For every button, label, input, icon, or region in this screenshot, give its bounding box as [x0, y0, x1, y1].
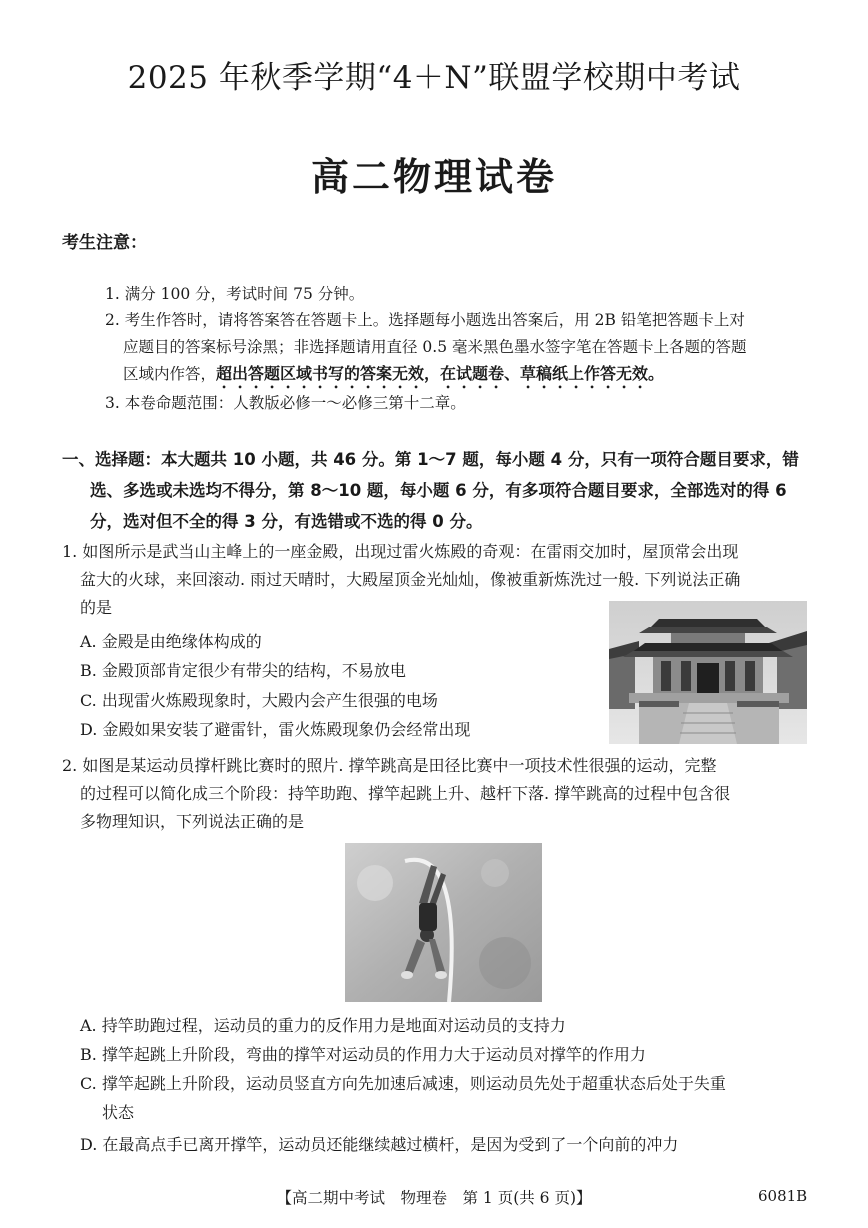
section-1-line-2: 选、多选或未选均不得分，第 8～10 题，每小题 6 分，有多项符合题目要求，全部选对的得 6: [90, 481, 787, 500]
notice-heading: 考生注意：: [62, 233, 147, 253]
notice-item-2-line-2: 应题目的答案标号涂黑；非选择题请用直径 0.5 毫米黑色墨水签字笔在答题卡上各题的答题: [123, 338, 747, 356]
page-footer: 【高二期中考试 物理卷 第 1 页(共 6 页)】: [276, 1189, 592, 1207]
q2-stem-line-2: 的过程可以简化成三个阶段：持竿助跑、撑竿起跳上升、越杆下落. 撑竿跳高的过程中包含很: [80, 784, 731, 803]
notice-item-2-line-1: 2. 考生作答时，请将答案答在答题卡上。选择题每小题选出答案后，用 2B 铅笔把答题卡上对: [105, 311, 745, 329]
q2-option-c-line-2: 状态: [102, 1103, 135, 1122]
section-1-line-1: 一、选择题：本大题共 10 小题，共 46 分。第 1～7 题，每小题 4 分，只有一项符合题目要求，错: [62, 450, 799, 469]
q2-option-d: D. 在最高点手已离开撑竿，运动员还能继续越过横杆，是因为受到了一个向前的冲力: [80, 1135, 679, 1154]
q2-option-b: B. 撑竿起跳上升阶段，弯曲的撑竿对运动员的作用力大于运动员对撑竿的作用力: [80, 1045, 646, 1064]
section-1-line-3: 分，选对但不全的得 3 分，有选错或不选的得 0 分。: [90, 512, 483, 531]
q1-option-a: A. 金殿是由绝缘体构成的: [80, 632, 262, 651]
paper-code: 6081B: [758, 1187, 808, 1205]
exam-title: 2025 年秋季学期“4＋N”联盟学校期中考试: [127, 60, 741, 96]
q2-option-c-line-1: C. 撑竿起跳上升阶段，运动员竖直方向先加速后减速，则运动员先处于超重状态后处于失重: [80, 1074, 726, 1093]
notice-emphasis-text: 超出答题区域书写的答案无效，在试题卷、草稿纸上作答无效。: [216, 364, 665, 383]
pole-vault-photo: [345, 843, 542, 1002]
q2-stem-line-3: 多物理知识，下列说法正确的是: [80, 812, 305, 831]
notice-item-3: 3. 本卷命题范围：人教版必修一～必修三第十二章。: [105, 394, 466, 412]
notice-item-1: 1. 满分 100 分，考试时间 75 分钟。: [105, 285, 365, 303]
golden-hall-photo: [609, 601, 807, 744]
q2-option-a: A. 持竿助跑过程，运动员的重力的反作用力是地面对运动员的支持力: [80, 1016, 566, 1035]
q1-option-b: B. 金殿顶部肯定很少有带尖的结构，不易放电: [80, 661, 406, 680]
q2-stem-line-1: 2. 如图是某运动员撑杆跳比赛时的照片. 撑竿跳高是田径比赛中一项技术性很强的运动，完整: [62, 756, 717, 775]
q1-option-c: C. 出现雷火炼殿现象时，大殿内会产生很强的电场: [80, 691, 438, 710]
q1-stem-line-3: 的是: [80, 598, 113, 617]
q1-option-d: D. 金殿如果安装了避雷针，雷火炼殿现象仍会经常出现: [80, 720, 471, 739]
notice-item-2-line-3: [123, 363, 664, 392]
paper-title: 高二物理试卷: [310, 155, 557, 199]
q1-stem-line-2: 盆大的火球，来回滚动. 雨过天晴时，大殿屋顶金光灿灿，像被重新炼洗过一般. 下列说法正确: [80, 570, 741, 589]
notice-plain-text: 区域内作答，: [123, 365, 217, 383]
q1-stem-line-1: 1. 如图所示是武当山主峰上的一座金殿，出现过雷火炼殿的奇观：在雷雨交加时，屋顶常会出现: [62, 542, 739, 561]
